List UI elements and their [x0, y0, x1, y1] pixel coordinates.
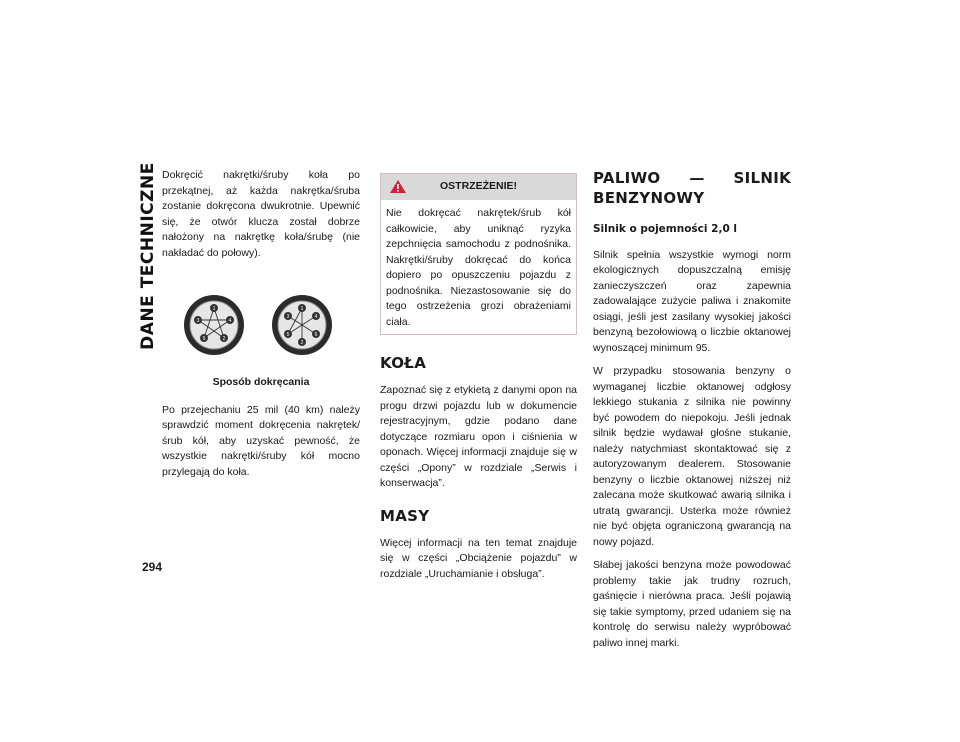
lug-number: 3 — [286, 314, 290, 320]
kola-text: Zapoznać się z etykietą z danymi opon na progu drzwi pojazdu lub w dokumencie rejestracyjnym, gdzie podano dane dotyczące rozmiaru opon i ciśnienia w oponach. Więcej informacji znajduje się w części „Opony” w rozdziale „Serwis i konserwacja”. — [380, 384, 577, 489]
column-right — [593, 168, 791, 659]
tightening-figure — [162, 283, 360, 367]
lug-number: 1 — [212, 306, 216, 312]
heading-kola: KOŁA — [380, 354, 427, 372]
column-left — [162, 168, 360, 488]
masy-text: Więcej informacji na ten temat znajduje się w części „Obciążenie pojazdu” w rozdziale „Uruchamianie i obsługa”. — [380, 536, 577, 580]
heading-masy: MASY — [380, 506, 430, 525]
torque-check-text: Po przejechaniu 25 mil (40 km) należy sprawdzić moment dokręcenia nakrętek/śrub kół, aby uzyskać pewność, że wszystkie nakrętki/śruby kół mocno przylegają do koła. — [162, 403, 360, 478]
fuel-paragraph-1: Silnik spełnia wszystkie wymogi norm ekologicznych dopuszczalną emisję zanieczyszczeń oraz zapewnia zadowalające zużycie paliwa i znakomite osiągi, jeśli jest zasilany wysokiej jakości benzyną bezołowiową o liczbie oktanowej wynoszącej minimum 95. — [593, 248, 791, 354]
lug-number: 1 — [300, 306, 304, 312]
lug-number: 5 — [202, 336, 206, 342]
lug-number: 2 — [300, 340, 304, 346]
heading-paliwo: PALIWO — SILNIK BENZYNOWY — [593, 169, 791, 207]
warning-box — [380, 173, 577, 335]
section-tab: DANE TECHNICZNE — [138, 162, 158, 350]
wheel-five-lug — [184, 295, 244, 355]
figure-caption: Sposób dokręcania — [212, 376, 310, 388]
lug-number: 5 — [286, 332, 290, 338]
lug-number: 2 — [222, 336, 226, 342]
warning-header — [381, 174, 576, 200]
lug-number: 3 — [196, 318, 200, 324]
warning-text: Nie dokręcać nakrętek/śrub kół całkowicie, aby uniknąć ryzyka zepchnięcia samochodu z podnośnika. Nakrętki/śruby dokręcać do końca dopiero po opuszczeniu pojazdu z podnośnika. Niezastosowanie się do tego ostrzeżenia grozi obrażeniami ciała. — [386, 207, 571, 328]
subheading-engine: Silnik o pojemności 2,0 l — [593, 223, 738, 235]
wheel-six-lug — [272, 295, 332, 355]
tightening-intro: Dokręcić nakrętki/śruby koła po przekątnej, aż każda nakrętka/śruba zostanie dokręcona dwukrotnie. Upewnić się, że otwór klucza został dobrze nałożony na nakrętkę koła/śrubę (nie nakładać do połowy). — [162, 169, 360, 259]
lug-number: 6 — [314, 332, 318, 338]
page-number: 294 — [142, 560, 163, 574]
warning-title: OSTRZEŻENIE! — [439, 180, 517, 192]
lug-number: 4 — [314, 314, 318, 320]
lug-number: 4 — [228, 318, 232, 324]
column-middle — [380, 173, 577, 590]
fuel-paragraph-3: Słabej jakości benzyna może powodować problemy takie jak trudny rozruch, gaśnięcie i nierówna praca. Jeśli pojawią się takie symptomy, przed udaniem się na kontrolę do serwisu należy wypróbować paliwo innej marki. — [593, 559, 791, 649]
fuel-paragraph-2: W przypadku stosowania benzyny o wymaganej liczbie oktanowej odgłosy lekkiego stukania z silnika nie powinny być powodem do niepokoju. Jeśli jednak silnik będzie wydawał głośne stukanie, należy natychmiast skontaktować się z autoryzowanym dealerem. Stosowanie benzyny o liczbie oktanowej niższej niż zalecana może skutkować awarią silnika i utratą gwarancji. Usterka może również nie być objęta ograniczoną gwarancją na nowy pojazd. — [593, 365, 791, 548]
